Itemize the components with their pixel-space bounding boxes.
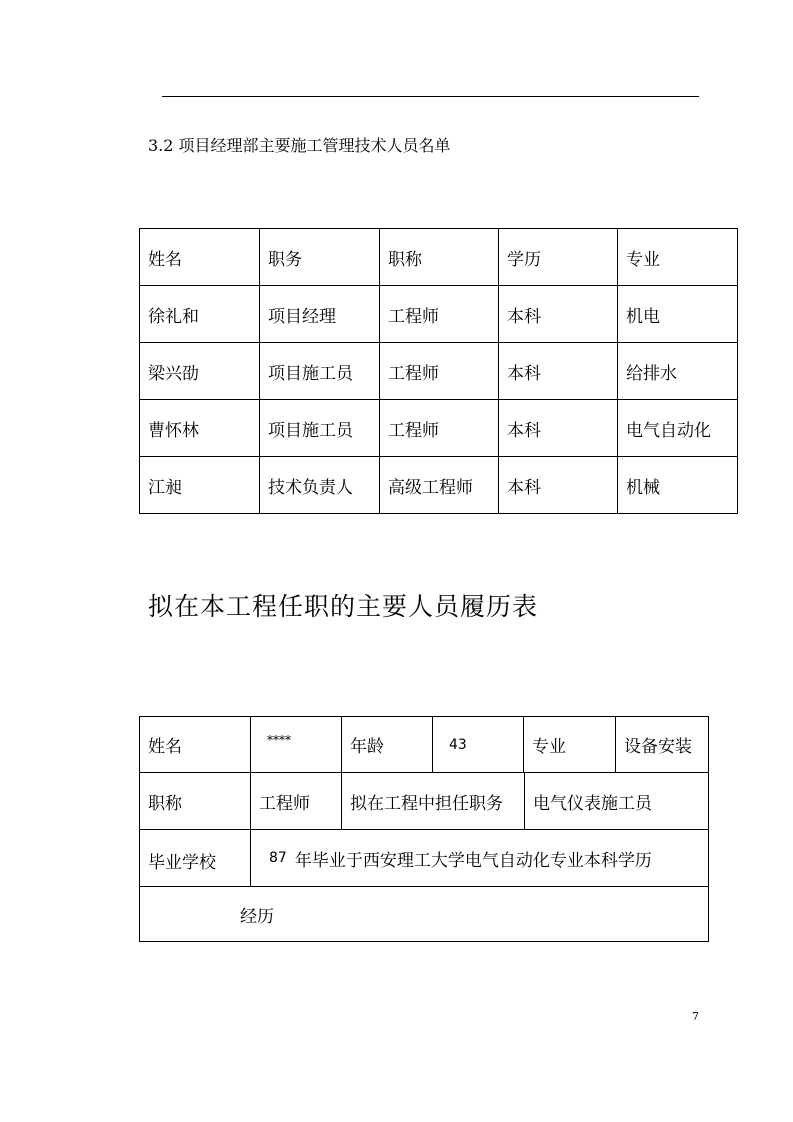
age-value: 43 bbox=[432, 716, 524, 773]
staff-table bbox=[139, 228, 738, 514]
school-label: 毕业学校 bbox=[139, 829, 251, 887]
age-label: 年龄 bbox=[341, 716, 433, 773]
table-row bbox=[140, 343, 738, 400]
major-value: 设备安装 bbox=[615, 716, 709, 773]
table-cell: 工程师 bbox=[380, 286, 499, 343]
school-cell bbox=[250, 829, 709, 887]
table-cell: 机电 bbox=[618, 286, 738, 343]
table-cell: 梁兴劭 bbox=[140, 343, 260, 400]
table-cell: 工程师 bbox=[380, 343, 499, 400]
table-row bbox=[140, 457, 738, 514]
major-label: 专业 bbox=[523, 716, 616, 773]
table-cell: 本科 bbox=[499, 457, 618, 514]
name-label: 姓名 bbox=[139, 716, 251, 773]
table-cell: 技术负责人 bbox=[260, 457, 380, 514]
position-value: 电气仪表施工员 bbox=[524, 772, 709, 830]
experience-label: 经历 bbox=[139, 886, 709, 942]
table-cell: 本科 bbox=[499, 343, 618, 400]
section-title: 3.2 项目经理部主要施工管理技术人员名单 bbox=[148, 136, 451, 155]
table-cell: 项目施工员 bbox=[260, 343, 380, 400]
school-year: 87 bbox=[269, 850, 287, 866]
resume-title: 拟在本工程任职的主要人员履历表 bbox=[148, 592, 539, 621]
header-cell: 学历 bbox=[499, 229, 618, 286]
header-cell: 职称 bbox=[380, 229, 499, 286]
table-cell: 机械 bbox=[618, 457, 738, 514]
table-row bbox=[140, 400, 738, 457]
header-rule bbox=[162, 96, 699, 97]
position-label: 拟在工程中担任职务 bbox=[341, 772, 525, 830]
header-cell: 职务 bbox=[260, 229, 380, 286]
header-cell: 姓名 bbox=[140, 229, 260, 286]
table-cell: 项目施工员 bbox=[260, 400, 380, 457]
table-cell: 工程师 bbox=[380, 400, 499, 457]
table-cell: 电气自动化 bbox=[618, 400, 738, 457]
school-value: 年毕业于西安理工大学电气自动化专业本科学历 bbox=[294, 850, 652, 871]
title-value: 工程师 bbox=[250, 772, 342, 830]
table-cell: 高级工程师 bbox=[380, 457, 499, 514]
table-cell: 曹怀林 bbox=[140, 400, 260, 457]
title-label: 职称 bbox=[139, 772, 251, 830]
resume-table bbox=[139, 716, 709, 942]
table-row bbox=[140, 286, 738, 343]
table-cell: 江昶 bbox=[140, 457, 260, 514]
header-cell: 专业 bbox=[618, 229, 738, 286]
table-header-row bbox=[140, 229, 738, 286]
table-cell: 徐礼和 bbox=[140, 286, 260, 343]
table-cell: 项目经理 bbox=[260, 286, 380, 343]
table-cell: 本科 bbox=[499, 286, 618, 343]
page-number: 7 bbox=[692, 1010, 699, 1023]
table-cell: 本科 bbox=[499, 400, 618, 457]
name-value: **** bbox=[250, 716, 342, 773]
table-cell: 给排水 bbox=[618, 343, 738, 400]
